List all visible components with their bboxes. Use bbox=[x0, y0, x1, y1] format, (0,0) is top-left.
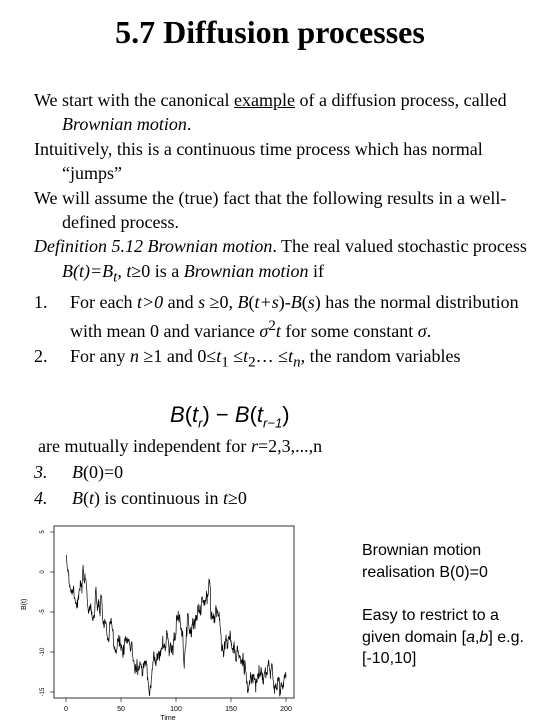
y-tick-5: 5 bbox=[40, 530, 46, 534]
y-axis-label: B(t) bbox=[21, 598, 28, 610]
x-tick-0: 0 bbox=[64, 706, 68, 713]
caption-domain: Easy to restrict to a given domain [a,b] e.g. [-10,10] bbox=[362, 607, 524, 667]
example-link[interactable]: example bbox=[233, 90, 295, 110]
x-tick-100: 100 bbox=[170, 706, 182, 713]
definition-item-1: 1. For each t>0 and s ≥0, B(t+s)-B(s) has the normal distribution with mean 0 and variance $\sigma^2t$ for some constant σ. bbox=[34, 291, 519, 342]
definition: Definition 5.12 Brownian motion. The real valued stochastic process $B(t)=B_t$, t≥0 is a Brownian motion if bbox=[34, 236, 527, 286]
brownian-path bbox=[66, 555, 286, 696]
plot-frame bbox=[54, 526, 294, 698]
x-tick-150: 150 bbox=[225, 706, 237, 713]
paragraph-intuition: Intuitively, this is a continuous time process which has normal “jumps” bbox=[34, 138, 483, 184]
y-tick-0: 0 bbox=[40, 570, 46, 574]
x-ticks bbox=[64, 698, 292, 713]
x-tick-50: 50 bbox=[117, 706, 125, 713]
x-axis-label: Time bbox=[160, 715, 176, 720]
x-tick-200: 200 bbox=[280, 706, 292, 713]
definition-item-3: 3. B(0)=0 bbox=[34, 462, 124, 482]
paragraph-assumption: We will assume the (true) fact that the following results in a well-defined process. bbox=[34, 187, 507, 233]
paragraph-intro: We start with the canonical example of a diffusion process, called Brownian motion. bbox=[34, 90, 507, 135]
brownian-motion-plot bbox=[18, 524, 300, 720]
caption-realisation: Brownian motion realisation B(0)=0 bbox=[362, 542, 488, 581]
increment-formula: $B(t_r) - B(t_{r-1})$ bbox=[170, 402, 290, 431]
slide-title: 5.7 Diffusion processes bbox=[115, 14, 425, 50]
y-ticks bbox=[40, 530, 54, 697]
plot-caption bbox=[362, 540, 532, 670]
definition-continued bbox=[34, 433, 518, 511]
y-tick-m15: -15 bbox=[40, 687, 46, 697]
independence-line: are mutually independent for r=2,3,...,n bbox=[38, 436, 323, 456]
definition-item-4: 4. B(t) is continuous in t≥0 bbox=[34, 488, 247, 508]
y-tick-m5: -5 bbox=[40, 609, 46, 615]
y-tick-m10: -10 bbox=[40, 647, 46, 657]
slide-body bbox=[34, 88, 534, 375]
definition-item-2: 2. For any n ≥1 and $0\le t_1$ $\le t_2\dots \le t_n$, the random variables bbox=[34, 345, 461, 371]
